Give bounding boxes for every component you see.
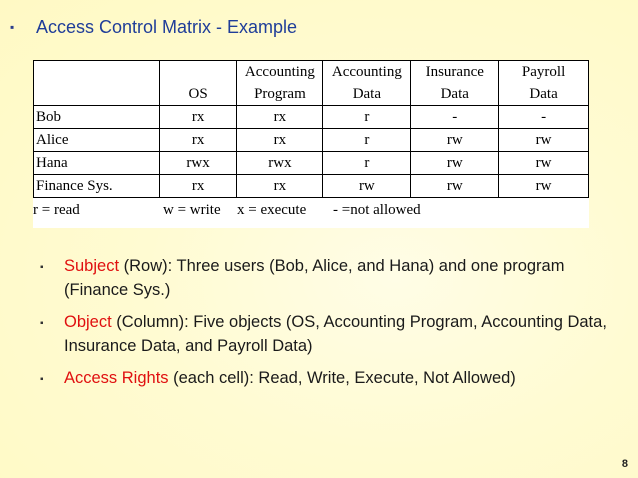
header-row-2 [34,83,589,106]
access-right-cell: rw [499,175,589,198]
bullet-list [40,254,610,400]
access-right-cell: rwx [159,152,237,175]
column-header-line1: Accounting [237,61,323,84]
access-right-cell: rw [499,129,589,152]
list-item [40,366,610,392]
bullet-icon: ▪ [40,374,44,385]
access-right-cell: rw [411,129,499,152]
corner-cell [34,61,160,84]
bullet-text [64,254,610,302]
column-header-line1: Accounting [323,61,411,84]
title-bullet-icon: ▪ [10,20,15,34]
list-item [40,254,610,302]
header-row-1 [34,61,589,84]
legend-not-allowed: - =not allowed [333,202,421,218]
bullet-description: (Row): Three users (Bob, Alice, and Hana) and one program (Finance Sys.) [64,257,565,299]
subject-cell: Hana [34,152,160,175]
bullet-term: Access Rights [64,369,169,387]
bullet-text [64,366,516,392]
access-right-cell: rx [159,106,237,129]
access-control-matrix-table [33,60,589,198]
access-right-cell: rwx [237,152,323,175]
legend-read: r = read [33,202,80,218]
column-header-line2: Program [237,83,323,106]
bullet-term: Object [64,313,112,331]
table-row [34,129,589,152]
column-header-line1: Payroll [499,61,589,84]
list-item [40,310,610,358]
column-header-line1: Insurance [411,61,499,84]
subject-cell: Finance Sys. [34,175,160,198]
bullet-icon: ▪ [40,262,44,273]
access-right-cell: rx [237,175,323,198]
access-right-cell: r [323,106,411,129]
subject-cell: Alice [34,129,160,152]
column-header-line1 [159,61,237,84]
page-number: 8 [621,458,628,470]
title-row [10,16,297,38]
subject-cell: Bob [34,106,160,129]
matrix-figure [33,60,589,228]
corner-cell [34,83,160,106]
table-row [34,106,589,129]
bullet-icon: ▪ [40,318,44,329]
access-right-cell: - [499,106,589,129]
legend-execute: x = execute [237,202,307,218]
access-right-cell: rw [411,152,499,175]
access-right-cell: rx [237,129,323,152]
column-header-line2: OS [159,83,237,106]
access-right-cell: rw [499,152,589,175]
bullet-description: (Column): Five objects (OS, Accounting Program, Accounting Data, Insurance Data, and Payroll Data) [64,313,607,355]
bullet-description: (each cell): Read, Write, Execute, Not Allowed) [168,369,516,387]
access-right-cell: rw [323,175,411,198]
access-right-cell: r [323,152,411,175]
column-header-line2: Data [411,83,499,106]
access-right-cell: rw [411,175,499,198]
column-header-line2: Data [499,83,589,106]
access-right-cell: rx [159,175,237,198]
access-right-cell: r [323,129,411,152]
table-row [34,152,589,175]
table-row [34,175,589,198]
matrix-legend [33,198,589,219]
access-right-cell: rx [237,106,323,129]
access-right-cell: rx [159,129,237,152]
bullet-term: Subject [64,257,120,275]
bullet-text [64,310,610,358]
legend-write: w = write [163,202,221,218]
access-right-cell: - [411,106,499,129]
column-header-line2: Data [323,83,411,106]
slide-title: Access Control Matrix - Example [36,17,298,37]
